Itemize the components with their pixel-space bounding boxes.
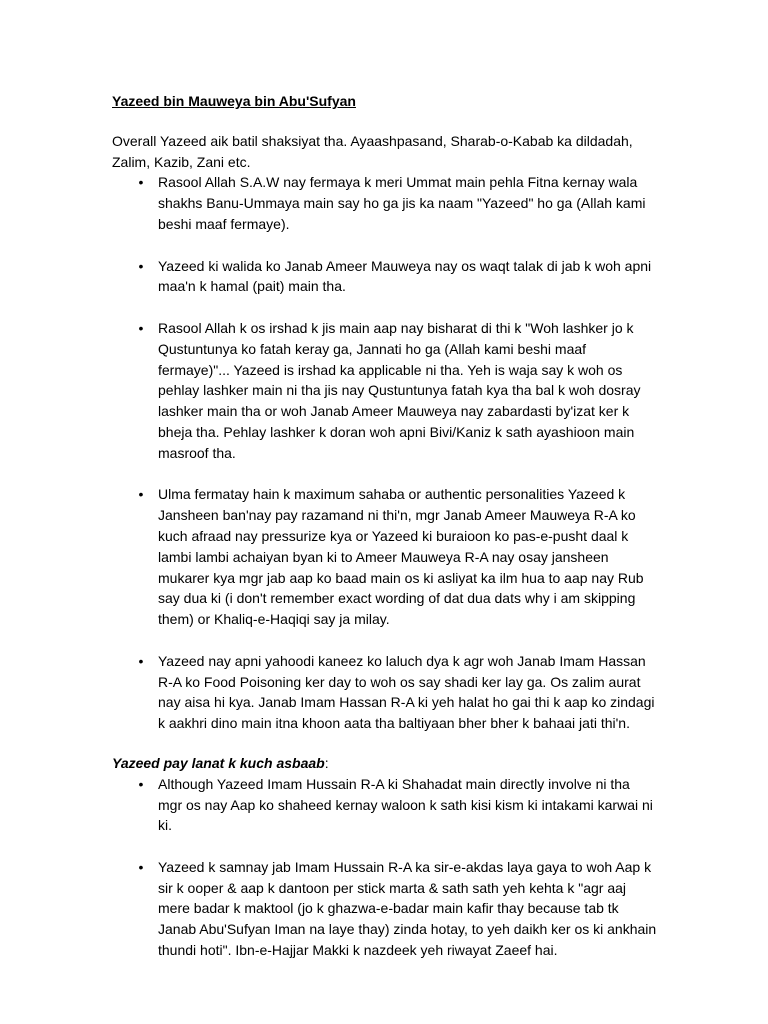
bullet-icon: • [138,652,144,669]
document-title: Yazeed bin Mauweya bin Abu'Sufyan [112,93,356,109]
bullet-icon: • [138,319,144,336]
list-item [112,651,657,734]
list-item [112,256,657,298]
list-item [112,318,657,464]
list-item [112,172,657,234]
list-item-text: Yazeed ki walida ko Janab Ameer Mauweya nay os waqt talak di jab k woh apni maa'n k hamal (pait) main tha. [158,257,652,295]
section-heading [112,753,657,774]
bullet-list-1 [112,172,657,734]
intro-paragraph: Overall Yazeed aik batil shaksiyat tha. Ayaashpasand, Sharab-o-Kabab ka dildadah, Zalim, Kazib, Zani etc. [112,132,633,170]
document-body [112,91,657,961]
list-item-text: Yazeed nay apni yahoodi kaneez ko laluch dya k agr woh Janab Imam Hassan R-A ko Food Poisoning ker day to woh os say shadi ker lay ga. Os zalim aurat nay aisa hi kya. Janab Imam Hassan R-A ki yeh halat ho gai thi k aap ko zindagi k aakhri dino main itna khoon aata tha baltiyaan bher bher k bahaai jati thi'n. [158,652,655,732]
section-heading-text: Yazeed pay lanat k kuch asbaab [112,754,325,771]
list-item-text: Although Yazeed Imam Hussain R-A ki Shahadat main directly involve ni tha mgr os nay Aap ko shaheed kernay waloon k sath kisi kism ki intakami karwai ni ki. [158,775,653,834]
bullet-list-2 [112,774,657,961]
bullet-icon: • [138,257,144,274]
list-item-text: Ulma fermatay hain k maximum sahaba or authentic personalities Yazeed k Jansheen ban'nay pay razamand ni thi'n, mgr Janab Ameer Mauweya R-A ko kuch afraad nay pressurize kya or Yazeed ki buraioon ko pas-e-pusht daal k lambi lambi achaiyan byan ki to Ameer Mauweya R-A nay osay jansheen mukarer kya mgr jab aap ko baad main os ki asliyat ka ilm hua to aap nay Rub say dua ki (i don't remember exact wording of dat dua dats why i am skipping them) or Khaliq-e-Haqiqi say ja milay. [158,486,644,628]
list-item [112,857,657,961]
list-item [112,774,657,836]
list-item [112,484,657,630]
bullet-icon: • [138,174,144,191]
bullet-icon: • [138,858,144,875]
section-heading-colon: : [324,754,329,771]
list-item-text: Yazeed k samnay jab Imam Hussain R-A ka sir-e-akdas laya gaya to woh Aap k sir k ooper & aap k dantoon per stick marta & sath sath yeh kehta k "agr aaj mere badar k maktool (jo k ghazwa-e-badar main kafir thay because tab tk Janab Abu'Sufyan Iman na laye thay) zinda hotay, to yeh daikh ker os ki ankhain thundi hoti". Ibn-e-Hajjar Makki k nazdeek yeh riwayat Zaeef hai. [158,858,657,959]
list-item-text: Rasool Allah k os irshad k jis main aap nay bisharat di thi k "Woh lashker jo k Qustuntunya ko fatah keray ga, Jannati ho ga (Allah kami beshi maaf fermaye)"... Yazeed is irshad ka applicable ni tha. Yeh is waja say k woh os pehlay lashker main ni tha jis nay Qustuntunya fatah kya tha bal k woh dosray lashker main tha or woh Janab Ameer Mauweya nay zabardasti by'izat ker k bheja tha. Pehlay lashker k doran woh apni Bivi/Kaniz k sath ayashioon main masroof tha. [158,319,641,461]
bullet-icon: • [138,775,144,792]
bullet-icon: • [138,486,144,503]
list-item-text: Rasool Allah S.A.W nay fermaya k meri Ummat main pehla Fitna kernay wala shakhs Banu-Ummaya main say ho ga jis ka naam "Yazeed" ho ga (Allah kami beshi maaf fermaye). [158,174,646,232]
